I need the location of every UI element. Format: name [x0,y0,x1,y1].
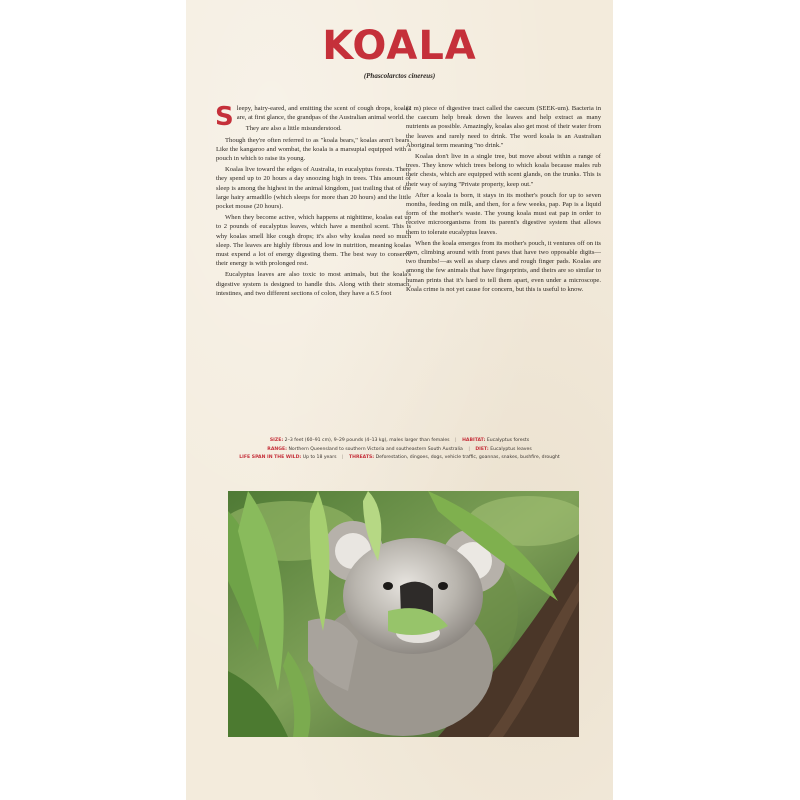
paragraph-2: They are also a little misunderstood. [245,125,342,133]
paragraph-5: When they become active, which happens at nighttime, koalas eat up to 2 pounds of eucalyptus leaves, which have a menthol scent. This is why koalas smell like cough drops; it's also why koalas need so much sleep. The leaves are highly fibrous and low in nutrition, meaning koalas must expend a lot of energy digesting them. The best way to conserve their energy is with prolonged rest. [216,214,411,268]
paragraph-1: Sleepy, hairy-eared, and emitting the scent of cough drops, koalas are, at first glance, the grandpas of the Australian animal world. [215,102,411,132]
scientific-name: (Phascolarctos cinereus) [363,72,436,80]
separator: | [468,446,470,452]
lifespan-label: LIFE SPAN IN THE WILD: [239,455,302,461]
habitat-label: HABITAT: [462,438,486,443]
diet-value: Eucalyptus leaves [490,446,532,452]
paragraph-8: Koalas don't live in a single tree, but move about within a range of trees. They know which trees belong to which koala because males rub their chests, which are equipped with scent glands, on the trunks. This is their way of saying "Private property, keep out." [406,153,601,188]
diet-label: DIET: [475,446,489,452]
separator: | [341,455,344,461]
page-title: KOALA [322,23,477,69]
koala-illustration [228,491,579,737]
drop-cap: S [215,102,234,132]
lifespan-value: Up to 18 years [302,455,337,461]
threats-value: Deforestation, dingoes, dogs, vehicle traffic, goannas, snakes, bushfire, drought [375,455,560,461]
range-label: RANGE: [267,446,287,452]
paragraph-6: Eucalyptus leaves are also toxic to most animals, but the koala's digestive system is designed to handle this. Along with their stomach, intestines, and two different sections of colon, they have a 6.5 foot [216,271,411,297]
fact-line-3 [186,454,613,463]
left-column [216,104,411,300]
habitat-value: Eucalyptus forests [486,438,530,443]
koala-photo [228,491,579,737]
right-column [406,104,601,296]
fact-line-1 [186,437,613,446]
size-label: SIZE: [269,438,284,443]
paragraph-10: When the koala emerges from its mother's pouch, it ventures off on its own, climbing around with front paws that have two opposable digits—two thumbs!—as well as sharp claws and rough finger pads. Koalas are among the few animals that have fingerprints, and theirs are so similar to human prints that it's hard to tell them apart, even under a microscope. Koala crime is not yet cause for concern, but this is useful to know. [406,239,601,293]
paragraph-7: (2 m) piece of digestive tract called the caecum (SEEK-um). Bacteria in the caecum help break down the leaves and help extract as many nutrients as possible. Amazingly, koalas also get most of their water from the leaves and rarely need to drink. The word koala is an Australian Aboriginal term meaning "no drink." [406,105,601,149]
range-value: Northern Queensland to southern Victoria and southeastern South Australia [288,446,463,452]
book-page [186,0,613,800]
paragraph-4: Koalas live toward the edges of Australia, in eucalyptus forests. There they spend up to 20 hours a day snoozing high in trees. This amount of sleep is among the highest in the animal kingdom, just trailing that of the large hairy armadillo (which sleeps for more than 20 hours) and the little pocket mouse (20 hours). [216,166,411,211]
size-value: 2–3 feet (60–91 cm), 9–29 pounds (4–13 kg), males larger than females [284,438,450,443]
paragraph-3: Though they're often referred to as "koala bears," koalas aren't bears. Like the kangaroo and wombat, the koala is a marsupial equipped with a pouch in which to raise its young. [216,136,411,163]
paragraph-9: After a koala is born, it stays in its mother's pouch for up to seven months, feeding on milk, and then, for a few weeks, pap. Pap is a liquid form of the mother's waste. The young koala must eat pap in order to receive microorganisms from its parent's digestive system that allows them to tolerate eucalyptus leaves. [406,191,601,236]
threats-label: THREATS: [348,455,375,461]
separator: | [455,438,457,443]
fact-box [186,437,613,463]
fact-line-2 [186,446,613,455]
